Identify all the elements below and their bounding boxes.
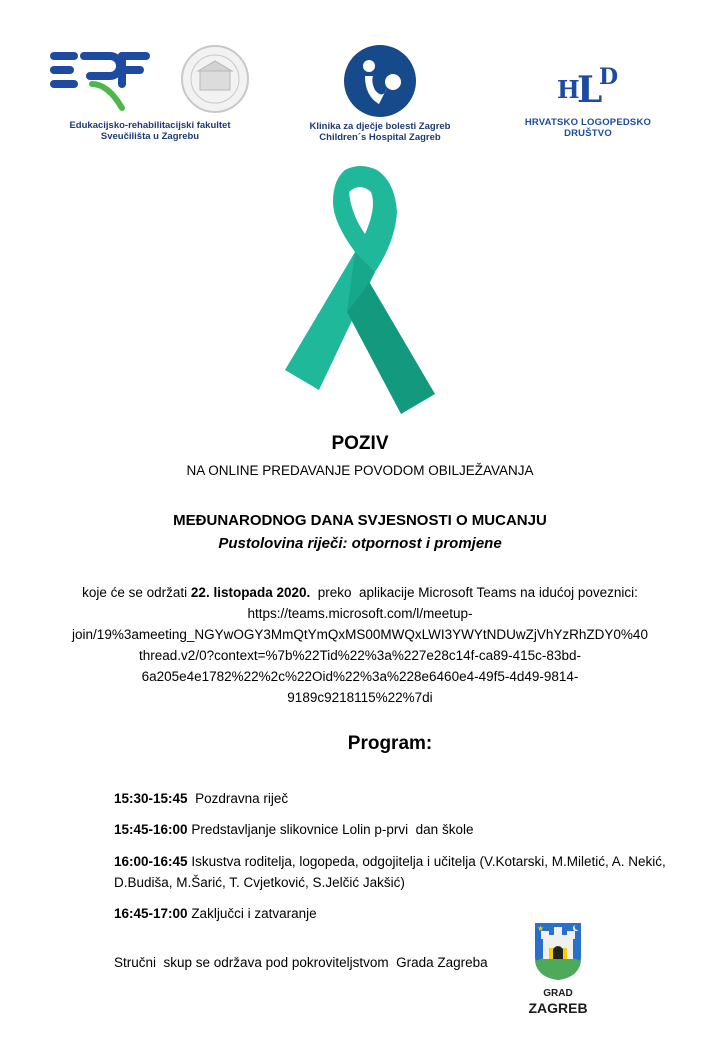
program-title: Program: — [347, 733, 433, 754]
erf-logo-mark — [48, 48, 154, 112]
program-time: 16:00-16:45 — [114, 854, 188, 869]
program-text: Predstavljanje slikovnice Lolin p-prvi dan škole — [187, 822, 474, 837]
page-title: POZIV — [331, 433, 389, 454]
zagreb-line1: GRAD — [543, 988, 573, 999]
program-item — [114, 851, 674, 893]
program-item — [114, 788, 674, 809]
intro-paragraph — [30, 582, 690, 708]
event-date: 22. listopada 2020. — [190, 585, 311, 600]
event-theme: Pustolovina riječi: otpornost i promjene — [218, 535, 502, 552]
svg-text:★: ★ — [537, 924, 545, 933]
awareness-ribbon-icon — [285, 162, 435, 417]
hospital-caption-line2: Children´s Hospital Zagreb — [319, 132, 441, 143]
program-text: Zaključci i zatvaranje — [187, 906, 317, 921]
program-item — [114, 819, 674, 840]
program-time: 15:45-16:00 — [114, 822, 188, 837]
zagreb-coat-of-arms-icon — [533, 921, 583, 981]
hld-caption: HRVATSKO LOGOPEDSKO DRUŠTVO — [524, 117, 652, 139]
event-title: MEĐUNARODNOG DANA SVJESNOSTI O MUCANJU — [173, 512, 547, 529]
hospital-caption-line1: Klinika za dječje bolesti Zagreb — [309, 121, 451, 132]
sponsor-note: Stručni skup se održava pod pokroviteljstvom Grada Zagreba — [114, 955, 488, 970]
page-subtitle: NA ONLINE PREDAVANJE POVODOM OBILJEŽAVANJA — [186, 463, 534, 478]
program-time: 16:45-17:00 — [114, 906, 188, 921]
svg-text:L: L — [577, 69, 603, 106]
program-time: 15:30-15:45 — [114, 791, 188, 806]
teams-link-line[interactable]: 9189c9218115%22%7di — [287, 690, 433, 705]
erf-logo — [48, 48, 154, 112]
program-item — [114, 903, 674, 924]
svg-text:D: D — [599, 64, 619, 90]
intro-before-date: koje će se održati — [82, 585, 191, 600]
hospital-logo — [343, 44, 417, 118]
teams-link-line[interactable]: join/19%3ameeting_NGYwOGY3MmQtYmQxMS00MWQxLWI3YWYtNDUwZjVhYzRhZDY0%40 — [72, 627, 648, 642]
teams-link-line[interactable]: 6a205e4e1782%22%2c%22Oid%22%3a%228e6460e4-49f5-4d49-9814- — [141, 669, 579, 684]
teams-link-line[interactable]: thread.v2/0?context=%7b%22Tid%22%3a%227e28c14f-ca89-415c-83bd- — [139, 648, 581, 663]
zagreb-line2: ZAGREB — [528, 1000, 588, 1016]
erf-caption-line1: Edukacijsko-rehabilitacijski fakultet — [69, 120, 231, 131]
teams-link-line[interactable]: https://teams.microsoft.com/l/meetup- — [247, 606, 473, 621]
svg-text:H: H — [557, 75, 580, 104]
intro-after-date: preko aplikacije Microsoft Teams na idućoj poveznici: — [310, 585, 638, 600]
hld-logo — [555, 62, 625, 106]
program-text: Pozdravna riječ — [187, 791, 289, 806]
university-seal-icon — [180, 44, 250, 114]
teams-link[interactable] — [30, 603, 690, 708]
program-text: Iskustva roditelja, logopeda, odgojitelja i učitelja (V.Kotarski, M.Miletić, A. Nekić, D.Budiša, M.Šarić, T. Cvjetković, S.Jelčić Jakšić) — [114, 854, 670, 890]
erf-caption-line2: Sveučilišta u Zagrebu — [100, 131, 200, 142]
